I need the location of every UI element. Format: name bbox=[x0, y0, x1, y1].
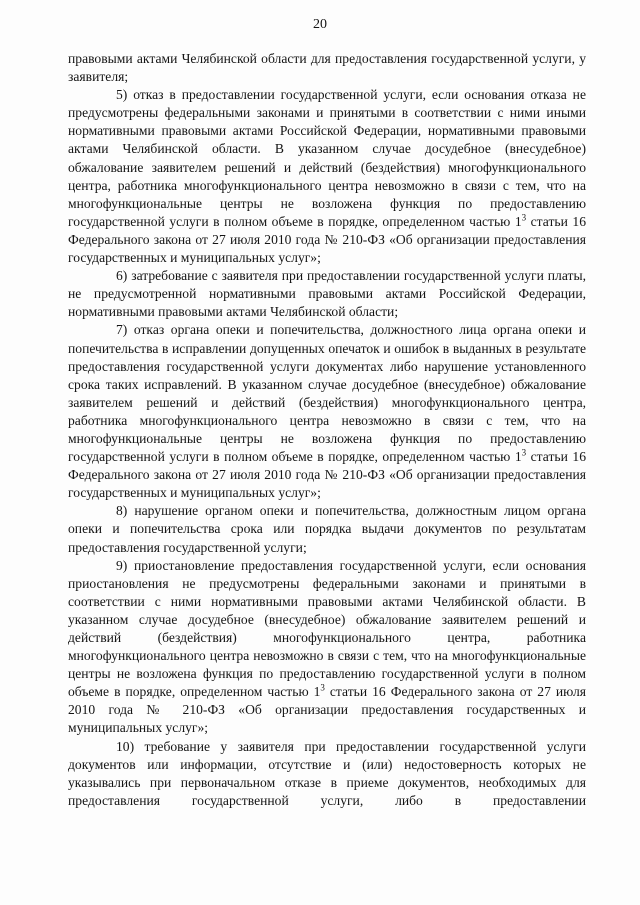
paragraph-text: 7) отказ органа опеки и попечительства, должностного лица органа опеки и попечительства в исправлении допущенных опечаток и ошибок в выданных в результате предоставления государственной услуги документах либо нарушение установленного срока таких исправлений. В указанном случае досудебное (внесудебное) обжалование заявителем решений и действий (бездействия) многофункционального центра, работника многофункционального центра невозможно в связи с тем, что на многофункциональные центры не возложена функция по предоставлению государственной услуги в полном объеме в порядке, определенном частью 1 bbox=[68, 322, 586, 465]
paragraph-text: 6) затребование с заявителя при предоставлении государственной услуги платы, не предусмотренной нормативными правовыми актами Российской Федерации, нормативными правовыми актами Челябинской области; bbox=[68, 268, 586, 320]
paragraph-text: правовыми актами Челябинской области для предоставления государственной услуги, у заявителя; bbox=[68, 51, 586, 85]
paragraph-text-after: статьи 16 Федерального закона от 27 июля 2010 года № 210-ФЗ «Об организации предоставления государственных и муниципальных услуг»; bbox=[68, 684, 586, 736]
paragraph-text: 5) отказ в предоставлении государственной услуги, если основания отказа не предусмотрены федеральными законами и принятыми в соответствии с ними иными нормативными правовыми актами Российской Федерации, нормативными правовыми актами Челябинской области. В указанном случае досудебное (внесудебное) обжалование заявителем решений и действий (бездействия) многофункционального центра, работника многофункционального центра невозможно в связи с тем, что на многофункциональные центры не возложена функция по предоставлению государственной услуги в полном объеме в порядке, определенном частью 1 bbox=[68, 87, 586, 229]
paragraph-text: 10) требование у заявителя при предоставлении государственной услуги документов или информации, отсутствие и (или) недостоверность которых не указывались при первоначальном отказе в приеме документов, необходимых для предоставления государственной услуги, либо в предоставлении bbox=[68, 738, 586, 808]
superscript: 3 bbox=[521, 212, 527, 223]
paragraph-text-after: статьи 16 Федерального закона от 27 июля 2010 года № 210-ФЗ «Об организации предоставления государственных и муниципальных услуг»; bbox=[68, 213, 586, 266]
paragraph-item-8 bbox=[68, 502, 586, 556]
paragraph-item-9 bbox=[68, 557, 586, 738]
paragraph-item-6 bbox=[68, 267, 586, 321]
paragraph-item-10 bbox=[68, 738, 586, 810]
superscript: 3 bbox=[320, 682, 325, 693]
paragraph-item-5 bbox=[68, 86, 586, 267]
document-body bbox=[68, 50, 586, 810]
paragraph-text-after: статьи 16 Федерального закона от 27 июля 2010 года № 210-ФЗ «Об организации предоставления государственных и муниципальных услуг»; bbox=[68, 449, 586, 501]
paragraph-text: 8) нарушение органом опеки и попечительства, должностным лицом органа опеки и попечительства срока или порядка выдачи документов по результатам предоставления государственной услуги; bbox=[68, 503, 586, 555]
page-number: 20 bbox=[313, 17, 327, 32]
superscript: 3 bbox=[521, 447, 527, 458]
paragraph-text: 9) приостановление предоставления государственной услуги, если основания приостановления не предусмотрены федеральными законами и принятыми в соответствии с ними нормативными правовыми актами Челябинской области. В указанном случае досудебное (внесудебное) обжалование заявителем решений и действий (бездействия) многофункционального центра, работника многофункционального центра невозможно в связи с тем, что на многофункциональные центры не возложена функция по предоставлению государственной услуги в полном объеме в порядке, определенном частью 1 bbox=[68, 557, 586, 700]
paragraph-item-7 bbox=[68, 321, 586, 502]
paragraph-continuation bbox=[68, 50, 586, 86]
